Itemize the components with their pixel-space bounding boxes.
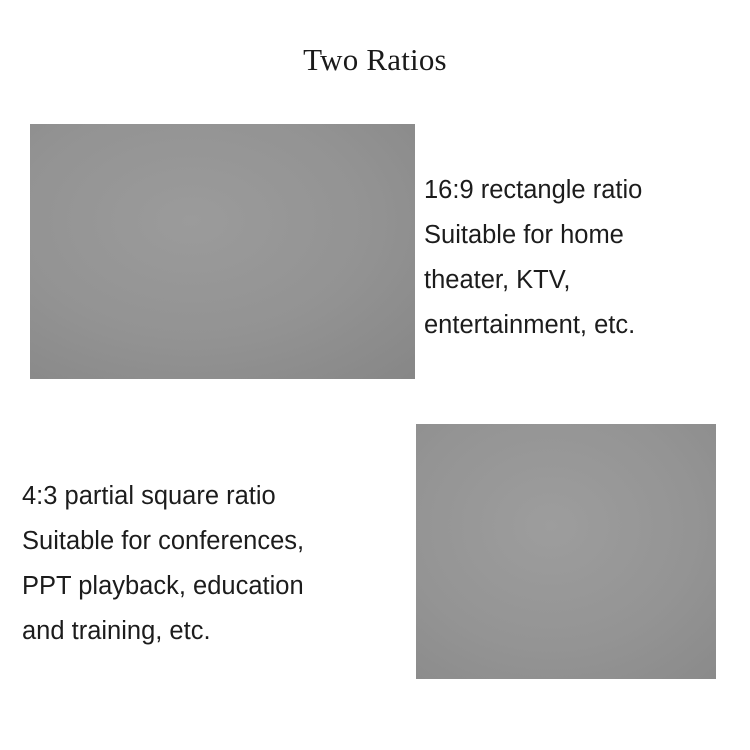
description-4-3-line-3: PPT playback, education xyxy=(22,572,304,600)
page-title: Two Ratios xyxy=(303,42,447,77)
description-4-3-line-1: 4:3 partial square ratio xyxy=(22,482,276,510)
description-4-3 xyxy=(22,474,414,654)
screen-swatch-16-9 xyxy=(30,124,415,379)
description-4-3-line-2: Suitable for conferences, xyxy=(22,527,305,555)
description-16-9-line-1: 16:9 rectangle ratio xyxy=(424,176,643,204)
description-16-9-line-3: theater, KTV, xyxy=(424,266,571,294)
description-16-9-line-4: entertainment, etc. xyxy=(424,311,636,339)
description-16-9-line-2: Suitable for home xyxy=(424,221,624,249)
description-16-9 xyxy=(424,168,740,348)
description-4-3-line-4: and training, etc. xyxy=(22,617,211,645)
screen-swatch-4-3 xyxy=(416,424,716,679)
